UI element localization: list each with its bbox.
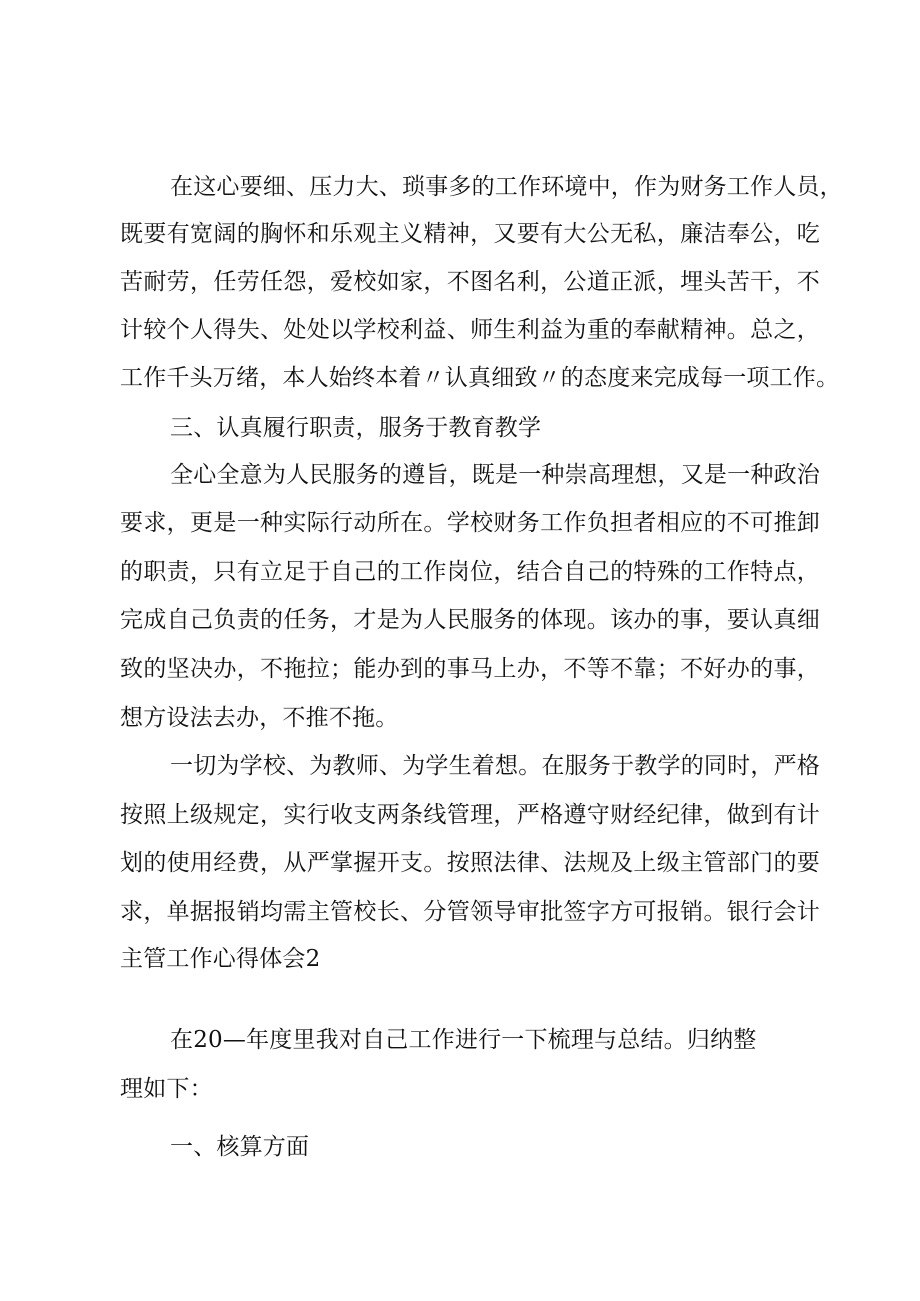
paragraph-1-line-5: 工作千头万绪，本人始终本着〃认真细致〃的态度来完成每一项工作。	[120, 365, 840, 391]
paragraph-2-line-2: 要求，更是一种实际行动所在。学校财务工作负担者相应的不可推卸	[120, 510, 820, 536]
paragraph-3-line-3: 划的使用经费，从严掌握开支。按照法律、法规及上级主管部门的要	[120, 850, 820, 876]
section-heading-3: 三、认真履行职责，服务于教育教学	[170, 415, 542, 441]
section-heading-1: 一、核算方面	[170, 1134, 310, 1160]
paragraph-2-line-5: 致的坚决办，不拖拉；能办到的事马上办，不等不靠；不好办的事，	[120, 656, 820, 682]
paragraph-3-line-2: 按照上级规定，实行收支两条线管理，严格遵守财经纪律，做到有计	[120, 802, 820, 828]
paragraph-2-line-1: 全心全意为人民服务的遵旨，既是一种崇高理想，又是一种政治	[170, 462, 820, 488]
paragraph-1-line-3: 苦耐劳，任劳任怨，爱校如家，不图名利，公道正派，埋头苦干，不	[120, 269, 820, 295]
paragraph-2-line-3: 的职责，只有立足于自己的工作岗位，结合自己的特殊的工作特点，	[120, 559, 820, 585]
paragraph-3-line-5: 主管工作心得体会2	[120, 946, 321, 972]
paragraph-1-line-1: 在这心要细、压力大、琐事多的工作环境中，作为财务工作人员，	[170, 174, 843, 200]
paragraph-2-line-4: 完成自己负责的任务，才是为人民服务的体现。该办的事，要认真细	[120, 607, 820, 633]
paragraph-3-line-4: 求，单据报销均需主管校长、分管领导审批签字方可报销。银行会计	[120, 899, 820, 925]
paragraph-1-line-2: 既要有宽阔的胸怀和乐观主义精神，又要有大公无私，廉洁奉公，吃	[120, 221, 820, 247]
paragraph-2-line-6: 想方设法去办，不推不拖。	[120, 705, 399, 731]
paragraph-3-line-1: 一切为学校、为教师、为学生着想。在服务于教学的同时，严格	[170, 753, 820, 779]
paragraph-1-line-4: 计较个人得失、处处以学校利益、师生利益为重的奉献精神。总之，	[120, 317, 820, 343]
paragraph-4-line-1: 在20—年度里我对自己工作进行一下梳理与总结。归纳整	[170, 1027, 757, 1053]
paragraph-4-line-2: 理如下：	[120, 1076, 213, 1102]
